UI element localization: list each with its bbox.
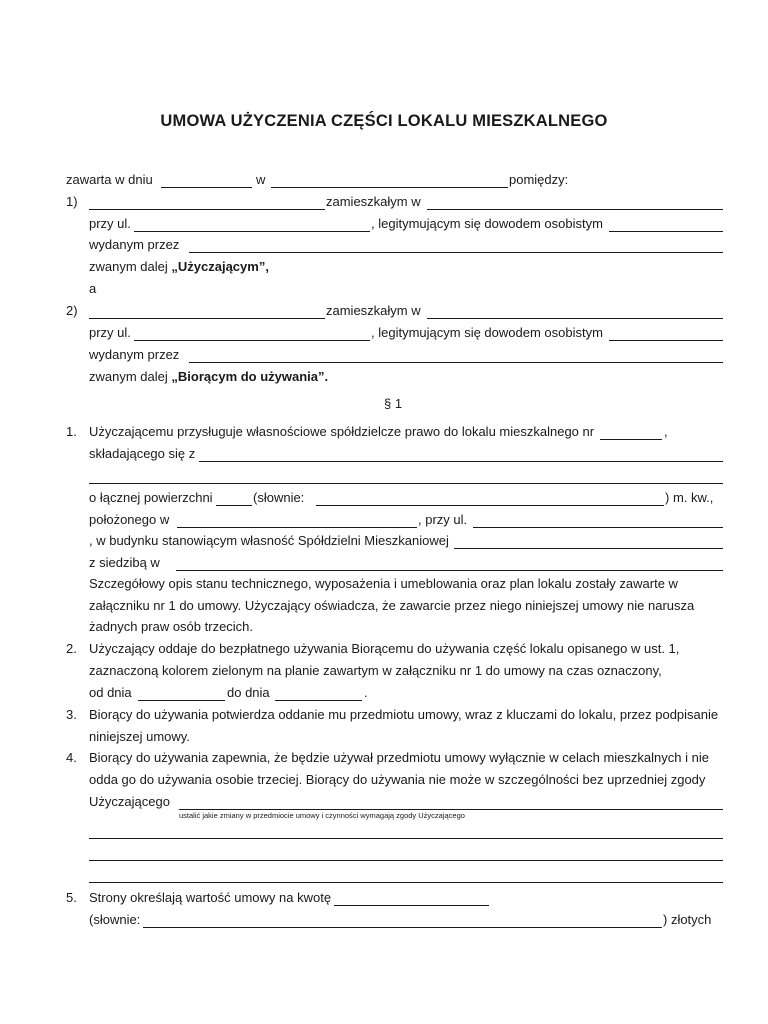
item1-polozonego-label: położonego w (89, 512, 170, 527)
contract-value-words-field[interactable] (143, 927, 662, 928)
cooperative-name-field[interactable] (454, 548, 723, 549)
party1-role-line (89, 259, 269, 275)
item1-powierzchni-label: o łącznej powierzchni (89, 490, 213, 505)
item3-line2: niniejszej umowy. (89, 729, 190, 744)
item2-line2: zaznaczoną kolorem zielonym na planie zawartym w załączniku nr 1 do umowy na czas oznaczony, (89, 663, 662, 678)
party1-id-field[interactable] (609, 231, 723, 232)
party2-id-field[interactable] (609, 340, 723, 341)
item4-line2: odda go do używania osobie trzeciej. Biorący do używania nie może w szczególności bez uprzedniej zgody (89, 772, 706, 787)
party1-street-field[interactable] (134, 231, 370, 232)
item2-number: 2. (66, 641, 77, 656)
consent-field-line2[interactable] (89, 838, 723, 839)
document-title: UMOWA UŻYCZENIA CZĘŚCI LOKALU MIESZKALNEGO (160, 112, 608, 130)
apartment-number-field[interactable] (600, 439, 662, 440)
item5-number: 5. (66, 890, 77, 905)
party2-id-label: , legitymującym się dowodem osobistym (371, 325, 603, 340)
item3-line1: Biorący do używania potwierdza oddanie mu przedmiotu umowy, wraz z kluczami do lokalu, przez podpisanie (89, 707, 719, 722)
party2-street-field[interactable] (134, 340, 370, 341)
item1-siedziba-label: z siedzibą w (89, 555, 160, 570)
item1-budynek-label: , w budynku stanowiącym własność Spółdzielni Mieszkaniowej (89, 533, 449, 548)
party2-role-line (89, 369, 328, 385)
item2-line1: Użyczający oddaje do bezpłatnego używania Biorącemu do używania część lokalu opisanego w ust. 1, (89, 641, 680, 656)
party1-name-field[interactable] (89, 209, 325, 210)
party2-zamieszkalym-label: zamieszkałym w (326, 303, 421, 318)
consent-field[interactable] (179, 809, 723, 810)
party2-number: 2) (66, 303, 78, 318)
intro-pomiedzy-label: pomiędzy: (509, 172, 569, 187)
area-words-field[interactable] (316, 505, 664, 506)
intro-w-label: w (256, 172, 266, 187)
item1-slownie-label: (słownie: (253, 490, 305, 505)
party1-id-label: , legitymującym się dowodem osobistym (371, 216, 603, 231)
consent-field-hint: ustalić jakie zmiany w przedmiocie umowy i czynności wymagają zgody Użyczającego (179, 811, 465, 820)
party2-issuer-field[interactable] (189, 362, 723, 363)
item4-number: 4. (66, 750, 77, 765)
rooms-field-continued[interactable] (89, 483, 723, 484)
item1-mkw-label: ) m. kw., (665, 490, 714, 505)
end-date-field[interactable] (275, 700, 362, 701)
item2-dot: . (364, 685, 368, 700)
item1-number: 1. (66, 424, 77, 439)
party1-city-field[interactable] (427, 209, 723, 210)
consent-field-line4[interactable] (89, 882, 723, 883)
contract-date-field[interactable] (161, 187, 252, 188)
item2-do-label: do dnia (227, 685, 270, 700)
party2-wydanym-label: wydanym przez (89, 347, 180, 362)
party1-przy-ul-label: przy ul. (89, 216, 131, 231)
contract-value-field[interactable] (334, 905, 489, 906)
area-field[interactable] (216, 505, 252, 506)
contract-place-field[interactable] (271, 187, 508, 188)
and-conjunction: a (89, 281, 97, 296)
item5-slownie-label: (słownie: (89, 912, 141, 927)
item1-przy-ul-label: , przy ul. (418, 512, 468, 527)
party2-name-field[interactable] (89, 318, 325, 319)
item1-skladajacego-label: składającego się z (89, 446, 196, 461)
item1-opis-line3: żadnych praw osób trzecich. (89, 619, 254, 634)
location-city-field[interactable] (177, 527, 417, 528)
item1-opis-line1: Szczegółowy opis stanu technicznego, wyposażenia i umeblowania oraz plan lokalu zostały zawarte w (89, 576, 678, 591)
item1-opis-line2: załączniku nr 1 do umowy. Użyczający oświadcza, że zawarcie przez niego niniejszej umowy nie narusza (89, 598, 695, 613)
intro-zawarta-label: zawarta w dniu (66, 172, 153, 187)
location-street-field[interactable] (473, 527, 723, 528)
party2-przy-ul-label: przy ul. (89, 325, 131, 340)
party1-role-name: „Użyczającym”, (171, 259, 269, 274)
item5-zlotych-label: ) złotych (663, 912, 712, 927)
party1-issuer-field[interactable] (189, 252, 723, 253)
party1-zwanym-label: zwanym dalej (89, 259, 172, 274)
party1-number: 1) (66, 194, 78, 209)
item4-line3: Użyczającego (89, 794, 170, 809)
item3-number: 3. (66, 707, 77, 722)
item5-line1: Strony określają wartość umowy na kwotę (89, 890, 332, 905)
rooms-field[interactable] (199, 461, 723, 462)
item1-comma: , (664, 424, 668, 439)
party1-wydanym-label: wydanym przez (89, 237, 180, 252)
start-date-field[interactable] (138, 700, 225, 701)
item1-line1: Użyczającemu przysługuje własnościowe spółdzielcze prawo do lokalu mieszkalnego nr (89, 424, 595, 439)
party2-role-name: „Biorącym do używania”. (171, 369, 329, 384)
cooperative-seat-field[interactable] (176, 570, 723, 571)
party1-zamieszkalym-label: zamieszkałym w (326, 194, 421, 209)
section-heading: § 1 (384, 396, 403, 411)
party2-city-field[interactable] (427, 318, 723, 319)
item2-od-label: od dnia (89, 685, 132, 700)
item4-line1: Biorący do używania zapewnia, że będzie używał przedmiotu umowy wyłącznie w celach mieszkalnych i nie (89, 750, 709, 765)
party2-zwanym-label: zwanym dalej (89, 369, 172, 384)
consent-field-line3[interactable] (89, 860, 723, 861)
